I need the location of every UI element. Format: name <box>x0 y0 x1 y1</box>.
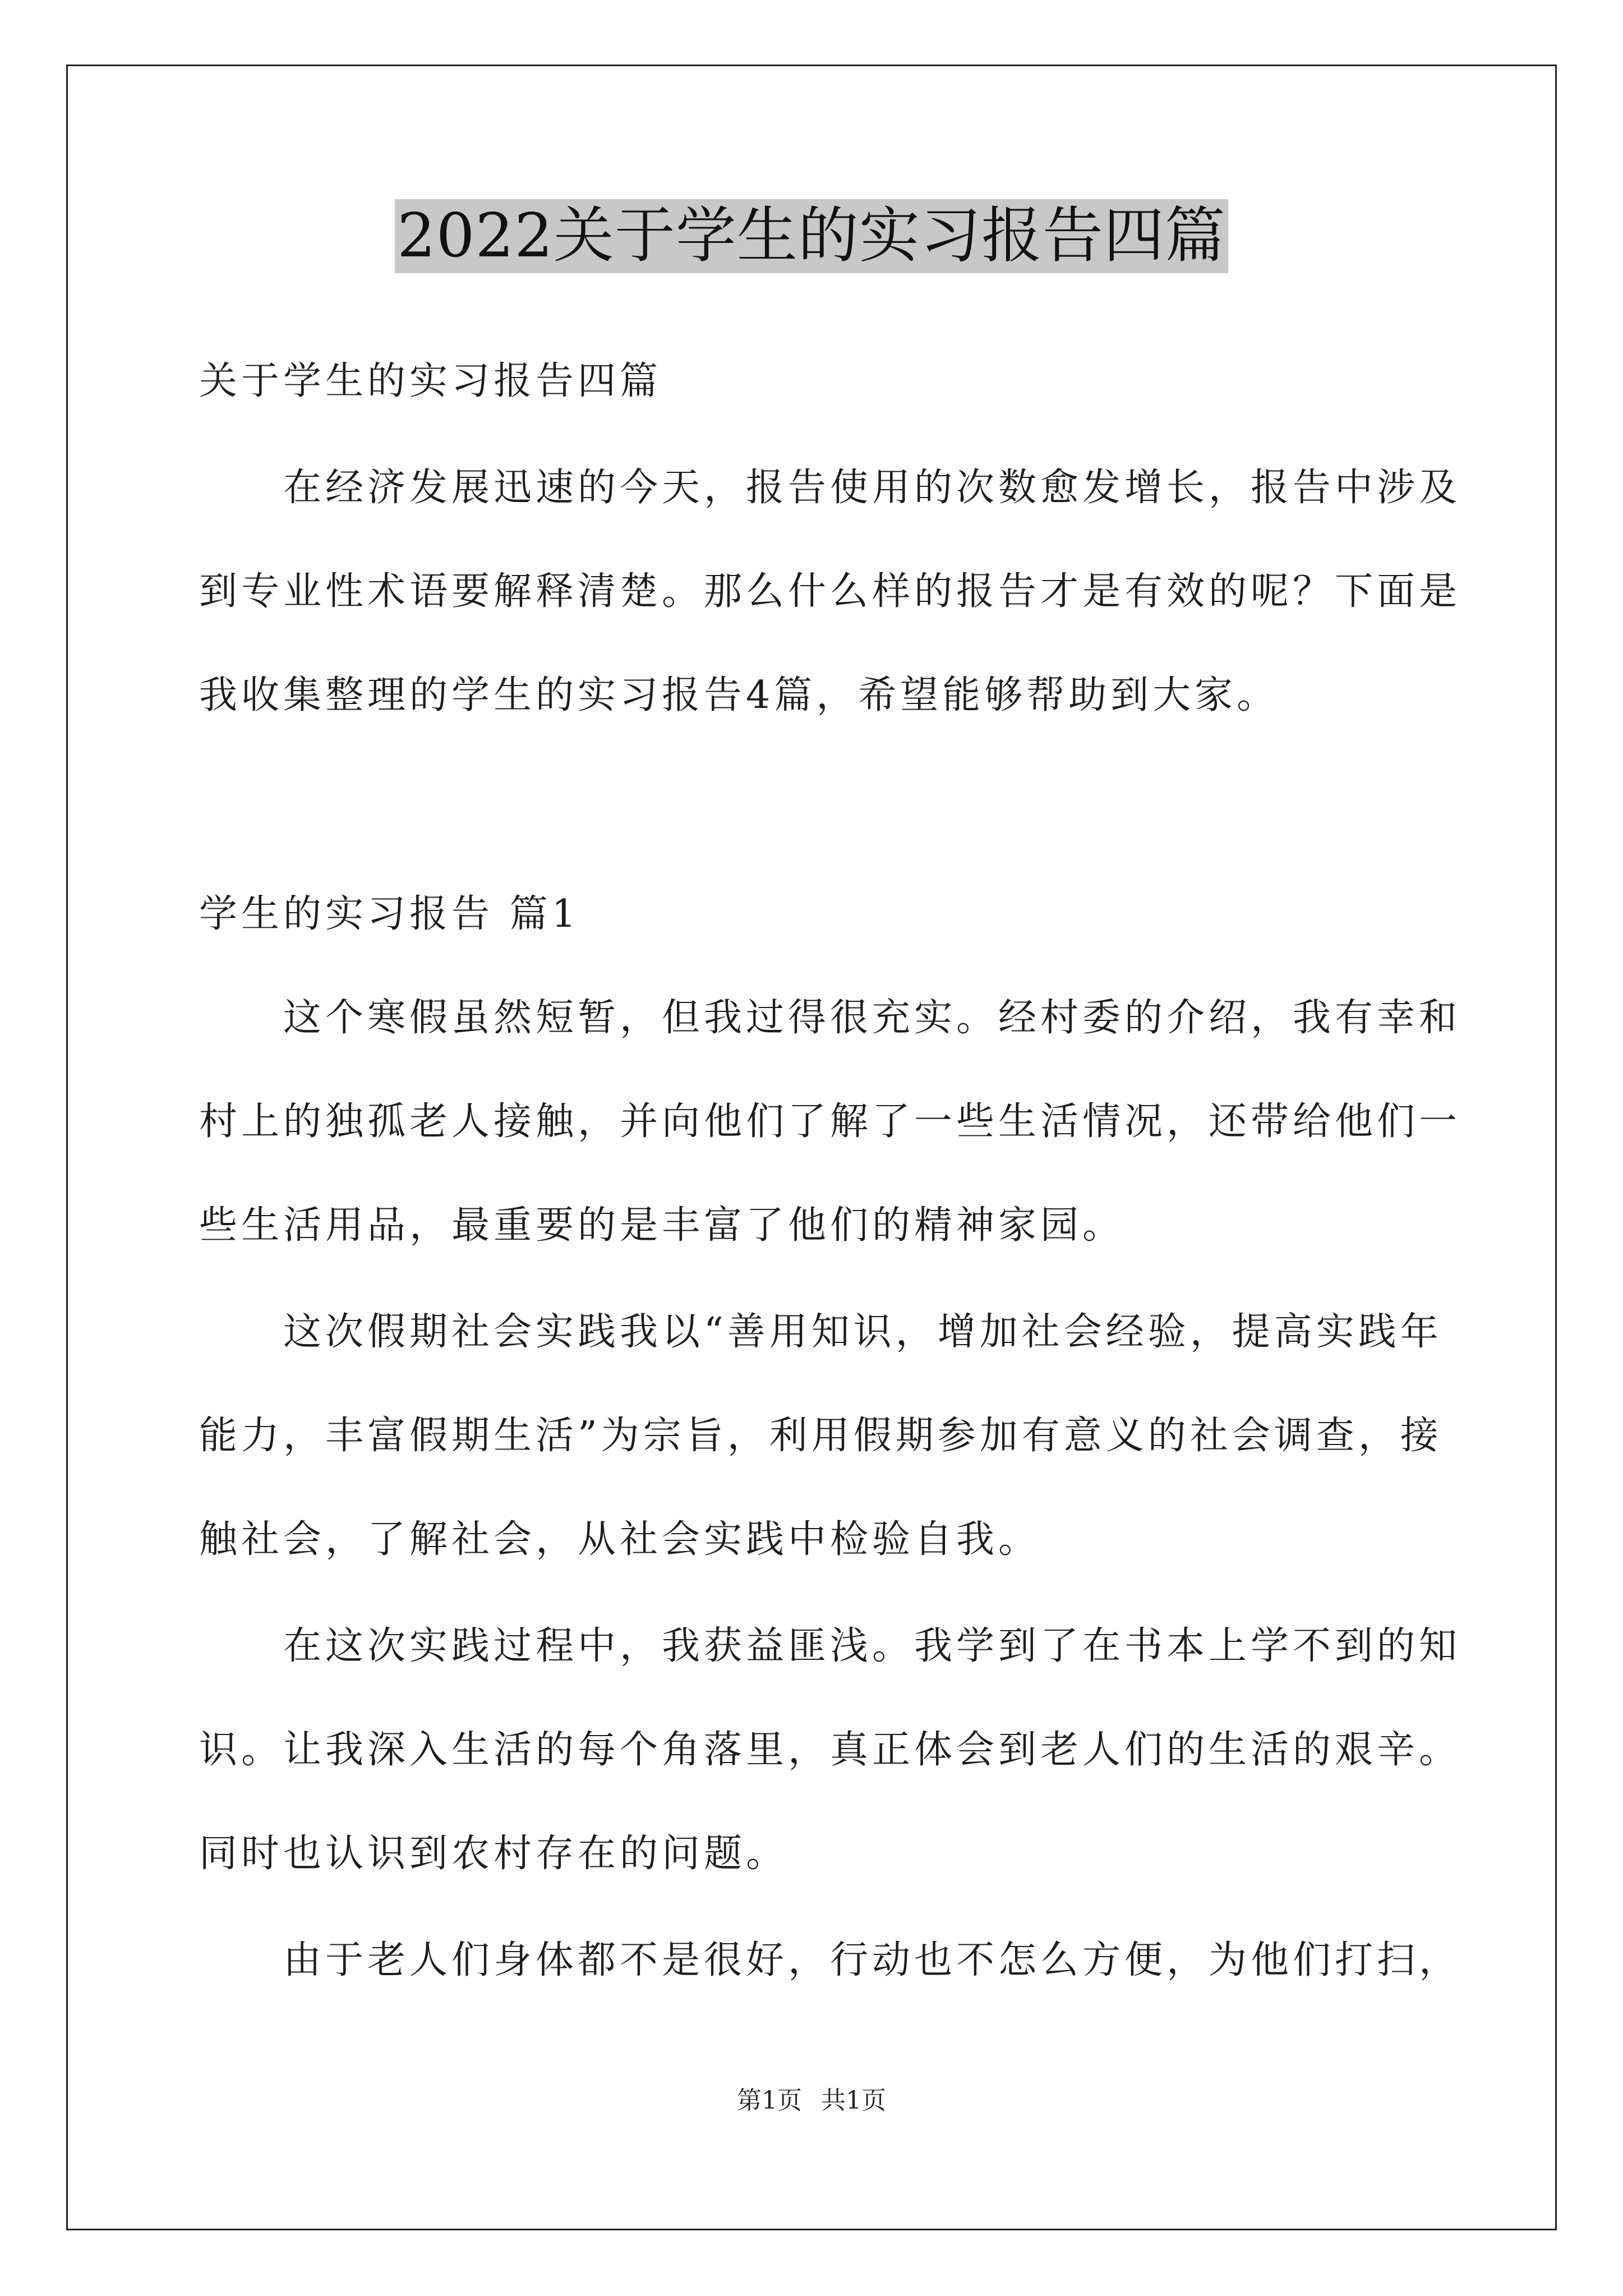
body-line-3: 些生活用品，最重要的是丰富了他们的精神家园。 <box>199 1203 1125 1248</box>
body-line-6: 触社会，了解社会，从社会实践中检验自我。 <box>199 1517 1041 1562</box>
body-line-9: 同时也认识到农村存在的问题。 <box>199 1832 789 1876</box>
intro-line-2: 到专业性术语要解释清楚。那么什么样的报告才是有效的呢？下面是 <box>199 569 1461 614</box>
body-line-1: 这个寒假虽然短暂，但我过得很充实。经村委的介绍，我有幸和 <box>199 996 1461 1040</box>
page-number: 第1页 <box>737 2086 802 2115</box>
body-line-8: 识。让我深入生活的每个角落里，真正体会到老人们的生活的艰辛。 <box>199 1728 1461 1772</box>
body-line-2: 村上的独孤老人接触，并向他们了解了一些生活情况，还带给他们一 <box>199 1099 1461 1144</box>
section-heading: 学生的实习报告 篇1 <box>199 892 580 936</box>
page-footer <box>0 2087 1623 2115</box>
body-line-7: 在这次实践过程中，我获益匪浅。我学到了在书本上学不到的知 <box>199 1624 1461 1668</box>
body-line-4: 这次假期社会实践我以“善用知识，增加社会经验，提高实践年 <box>199 1310 1442 1354</box>
body-line-10: 由于老人们身体都不是很好，行动也不怎么方便，为他们打扫， <box>199 1938 1461 1982</box>
document-subtitle: 关于学生的实习报告四篇 <box>199 359 662 403</box>
title-container <box>0 199 1623 273</box>
body-line-5: 能力，丰富假期生活”为宗旨，利用假期参加有意义的社会调查，接 <box>199 1414 1442 1458</box>
document-title: 2022关于学生的实习报告四篇 <box>395 199 1228 273</box>
intro-line-1: 在经济发展迅速的今天，报告使用的次数愈发增长，报告中涉及 <box>199 466 1461 510</box>
page-total: 共1页 <box>821 2086 886 2115</box>
intro-line-3: 我收集整理的学生的实习报告4篇，希望能够帮助到大家。 <box>199 673 1279 717</box>
